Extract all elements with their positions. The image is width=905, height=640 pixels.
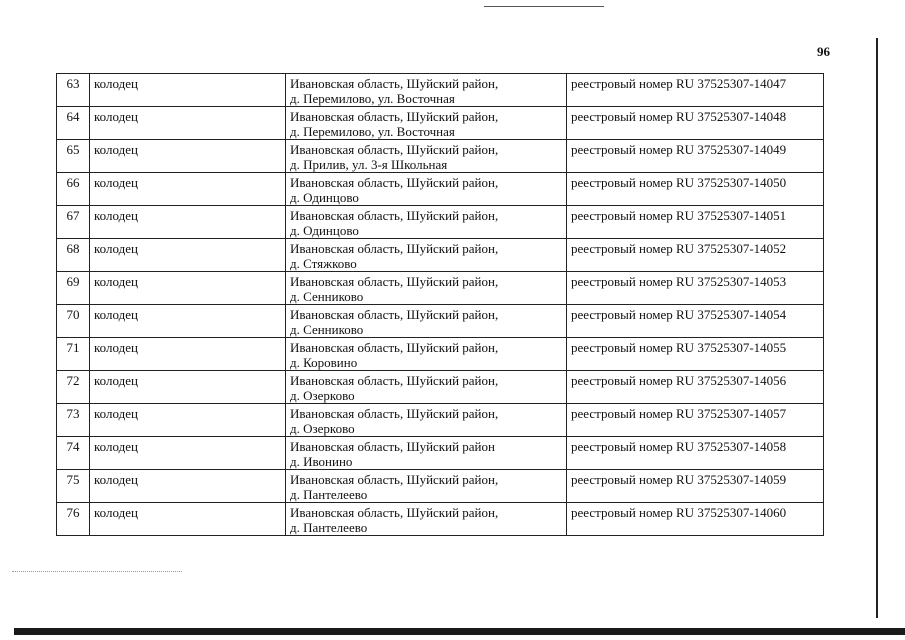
address-region: Ивановская область, Шуйский район,	[290, 274, 499, 289]
registry-table	[56, 73, 824, 536]
object-name: колодец	[90, 503, 286, 536]
address-locality: д. Пантелеево	[290, 520, 368, 535]
table-row	[57, 503, 824, 536]
table-row	[57, 404, 824, 437]
row-number: 69	[57, 272, 90, 305]
address-cell	[286, 404, 567, 437]
address-locality: д. Прилив, ул. 3-я Школьная	[290, 157, 448, 172]
address-cell	[286, 140, 567, 173]
address-region: Ивановская область, Шуйский район,	[290, 406, 499, 421]
address-region: Ивановская область, Шуйский район,	[290, 76, 499, 91]
registry-number: реестровый номер RU 37525307-14054	[567, 305, 824, 338]
table-row	[57, 107, 824, 140]
registry-number: реестровый номер RU 37525307-14047	[567, 74, 824, 107]
address-cell	[286, 239, 567, 272]
address-cell	[286, 338, 567, 371]
row-number: 75	[57, 470, 90, 503]
registry-number: реестровый номер RU 37525307-14049	[567, 140, 824, 173]
table-row	[57, 239, 824, 272]
table-row	[57, 140, 824, 173]
object-name: колодец	[90, 305, 286, 338]
address-region: Ивановская область, Шуйский район,	[290, 505, 499, 520]
address-locality: д. Пантелеево	[290, 487, 368, 502]
row-number: 71	[57, 338, 90, 371]
object-name: колодец	[90, 140, 286, 173]
address-region: Ивановская область, Шуйский район,	[290, 208, 499, 223]
scan-artifact-dots	[12, 571, 182, 572]
table-row	[57, 371, 824, 404]
registry-number: реестровый номер RU 37525307-14058	[567, 437, 824, 470]
address-cell	[286, 371, 567, 404]
address-locality: д. Перемилово, ул. Восточная	[290, 91, 455, 106]
address-locality: д. Стяжково	[290, 256, 357, 271]
address-locality: д. Ивонино	[290, 454, 353, 469]
row-number: 66	[57, 173, 90, 206]
registry-number: реестровый номер RU 37525307-14048	[567, 107, 824, 140]
address-locality: д. Коровино	[290, 355, 358, 370]
row-number: 64	[57, 107, 90, 140]
address-cell	[286, 437, 567, 470]
table-row	[57, 272, 824, 305]
address-cell	[286, 173, 567, 206]
row-number: 63	[57, 74, 90, 107]
address-locality: д. Одинцово	[290, 190, 359, 205]
address-locality: д. Сенниково	[290, 289, 364, 304]
table-row	[57, 206, 824, 239]
address-locality: д. Перемилово, ул. Восточная	[290, 124, 455, 139]
registry-number: реестровый номер RU 37525307-14052	[567, 239, 824, 272]
address-locality: д. Озерково	[290, 388, 355, 403]
object-name: колодец	[90, 173, 286, 206]
address-locality: д. Сенниково	[290, 322, 364, 337]
registry-number: реестровый номер RU 37525307-14059	[567, 470, 824, 503]
object-name: колодец	[90, 272, 286, 305]
address-cell	[286, 272, 567, 305]
registry-number: реестровый номер RU 37525307-14053	[567, 272, 824, 305]
table-row	[57, 437, 824, 470]
row-number: 67	[57, 206, 90, 239]
scan-right-border	[876, 38, 878, 618]
object-name: колодец	[90, 404, 286, 437]
address-cell	[286, 74, 567, 107]
registry-table-body	[57, 74, 824, 536]
row-number: 73	[57, 404, 90, 437]
row-number: 72	[57, 371, 90, 404]
object-name: колодец	[90, 338, 286, 371]
registry-number: реестровый номер RU 37525307-14060	[567, 503, 824, 536]
address-region: Ивановская область, Шуйский район,	[290, 340, 499, 355]
object-name: колодец	[90, 371, 286, 404]
object-name: колодец	[90, 74, 286, 107]
scan-bottom-bar	[14, 628, 905, 635]
table-row	[57, 338, 824, 371]
address-region: Ивановская область, Шуйский район,	[290, 373, 499, 388]
registry-number: реестровый номер RU 37525307-14056	[567, 371, 824, 404]
row-number: 70	[57, 305, 90, 338]
address-cell	[286, 305, 567, 338]
address-cell	[286, 470, 567, 503]
row-number: 76	[57, 503, 90, 536]
object-name: колодец	[90, 437, 286, 470]
address-region: Ивановская область, Шуйский район,	[290, 109, 499, 124]
object-name: колодец	[90, 107, 286, 140]
registry-number: реестровый номер RU 37525307-14050	[567, 173, 824, 206]
table-row	[57, 74, 824, 107]
table-row	[57, 173, 824, 206]
address-region: Ивановская область, Шуйский район,	[290, 241, 499, 256]
table-row	[57, 470, 824, 503]
address-region: Ивановская область, Шуйский район	[290, 439, 495, 454]
object-name: колодец	[90, 239, 286, 272]
row-number: 74	[57, 437, 90, 470]
address-region: Ивановская область, Шуйский район,	[290, 472, 499, 487]
row-number: 65	[57, 140, 90, 173]
address-cell	[286, 503, 567, 536]
object-name: колодец	[90, 206, 286, 239]
address-region: Ивановская область, Шуйский район,	[290, 175, 499, 190]
row-number: 68	[57, 239, 90, 272]
address-region: Ивановская область, Шуйский район,	[290, 307, 499, 322]
registry-number: реестровый номер RU 37525307-14051	[567, 206, 824, 239]
page-number: 96	[817, 44, 830, 59]
object-name: колодец	[90, 470, 286, 503]
registry-number: реестровый номер RU 37525307-14057	[567, 404, 824, 437]
registry-number: реестровый номер RU 37525307-14055	[567, 338, 824, 371]
table-row	[57, 305, 824, 338]
address-locality: д. Озерково	[290, 421, 355, 436]
address-cell	[286, 206, 567, 239]
address-locality: д. Одинцово	[290, 223, 359, 238]
scan-top-line	[484, 6, 604, 7]
address-region: Ивановская область, Шуйский район,	[290, 142, 499, 157]
address-cell	[286, 107, 567, 140]
